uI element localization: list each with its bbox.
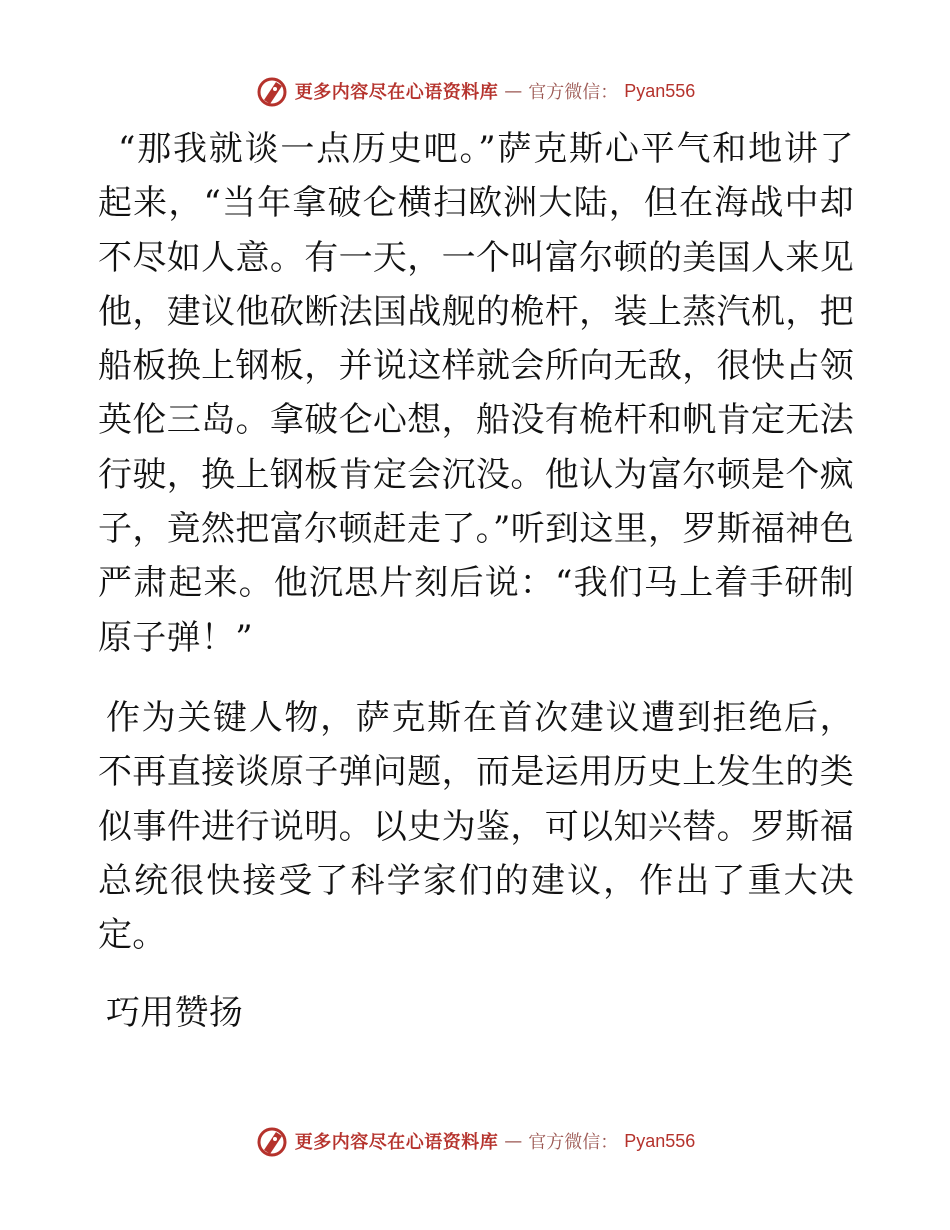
footer-watermark xyxy=(0,1121,950,1161)
header-watermark xyxy=(0,71,950,111)
paragraph-history-story: “那我就谈一点历史吧。”萨克斯心平气和地讲了起来，“当年拿破仑横扫欧洲大陆，但在海战中却不尽如人意。有一天，一个叫富尔顿的美国人来见他，建议他砍断法国战舰的桅杆，装上蒸汽机，把船板换上钢板，并说这样就会所向无敌，很快占领英伦三岛。拿破仑心想，船没有桅杆和帆肯定无法行驶，换上钢板肯定会沉没。他认为富尔顿是个疯子，竟然把富尔顿赶走了。”听到这里，罗斯福神色严肃起来。他沉思片刻后说：“我们马上着手研制原子弹！” xyxy=(98,129,854,658)
watermark-account: Pyan556 xyxy=(624,80,696,101)
watermark-account: Pyan556 xyxy=(624,1130,696,1151)
document-body xyxy=(98,122,854,1041)
watermark-label: 官方微信： xyxy=(528,82,619,103)
pen-nib-logo-icon xyxy=(255,74,289,108)
watermark-separator: — xyxy=(504,1130,523,1152)
watermark-brand: 更多内容尽在心语资料库 xyxy=(294,82,499,103)
watermark-label: 官方微信： xyxy=(528,1132,619,1153)
watermark-brand: 更多内容尽在心语资料库 xyxy=(294,1132,499,1153)
section-heading: 巧用赞扬 xyxy=(106,993,244,1034)
pen-nib-logo-icon xyxy=(255,1124,289,1158)
paragraph-analysis: 作为关键人物，萨克斯在首次建议遭到拒绝后，不再直接谈原子弹问题，而是运用历史上发生的类似事件进行说明。以史为鉴，可以知兴替。罗斯福总统很快接受了科学家们的建议，作出了重大决定。 xyxy=(98,697,854,956)
watermark-separator: — xyxy=(504,80,523,102)
